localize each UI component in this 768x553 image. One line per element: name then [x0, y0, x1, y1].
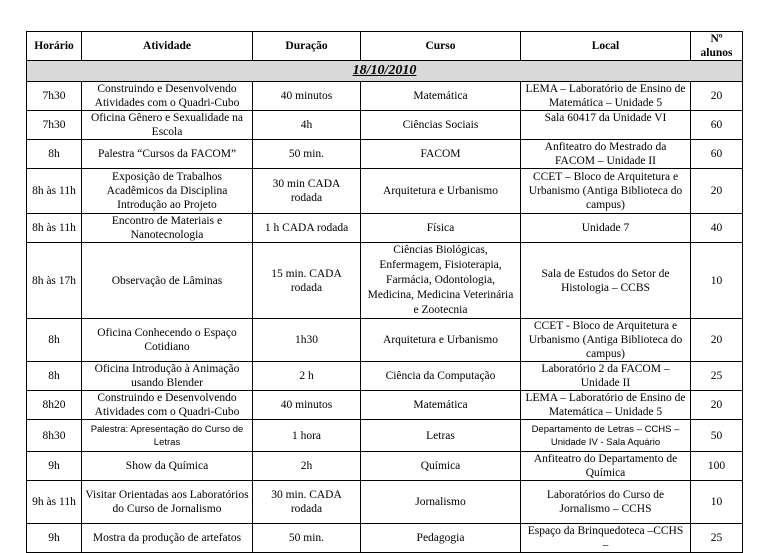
cell-horario: 8h30	[27, 420, 82, 452]
cell-atividade: Oficina Gênero e Sexualidade na Escola	[82, 111, 253, 140]
cell-atividade: Palestra “Cursos da FACOM”	[82, 140, 253, 169]
cell-local: Espaço da Brinquedoteca –CCHS –	[521, 524, 691, 553]
cell-duracao: 1 h CADA rodada	[253, 214, 361, 243]
cell-alunos: 25	[691, 362, 743, 391]
table-row	[27, 420, 743, 452]
cell-curso: Química	[361, 452, 521, 481]
cell-horario: 8h	[27, 362, 82, 391]
cell-alunos: 10	[691, 481, 743, 524]
cell-alunos: 40	[691, 214, 743, 243]
cell-horario: 8h às 11h	[27, 169, 82, 214]
cell-horario: 8h às 11h	[27, 214, 82, 243]
cell-alunos: 50	[691, 420, 743, 452]
header-alunos: Nº alunos	[691, 32, 743, 61]
cell-horario: 8h às 17h	[27, 243, 82, 319]
cell-atividade: Encontro de Materiais e Nanotecnologia	[82, 214, 253, 243]
date-cell: 18/10/2010	[27, 61, 743, 82]
table-row	[27, 319, 743, 362]
cell-local: LEMA – Laboratório de Ensino de Matemática – Unidade 5	[521, 391, 691, 420]
header-duracao: Duração	[253, 32, 361, 61]
cell-duracao: 15 min. CADA rodada	[253, 243, 361, 319]
cell-duracao: 4h	[253, 111, 361, 140]
cell-atividade: Construindo e Desenvolvendo Atividades com o Quadri-Cubo	[82, 391, 253, 420]
table-row	[27, 214, 743, 243]
cell-horario: 7h30	[27, 111, 82, 140]
cell-horario: 9h	[27, 524, 82, 553]
cell-local: LEMA – Laboratório de Ensino de Matemática – Unidade 5	[521, 82, 691, 111]
cell-curso: FACOM	[361, 140, 521, 169]
cell-duracao: 50 min.	[253, 140, 361, 169]
table-row	[27, 481, 743, 524]
header-atividade: Atividade	[82, 32, 253, 61]
date-row	[27, 61, 743, 82]
cell-curso: Matemática	[361, 82, 521, 111]
header-curso: Curso	[361, 32, 521, 61]
cell-local: CCET – Bloco de Arquitetura e Urbanismo (Antiga Biblioteca do campus)	[521, 169, 691, 214]
cell-duracao: 1h30	[253, 319, 361, 362]
table-row	[27, 362, 743, 391]
cell-curso: Física	[361, 214, 521, 243]
cell-local: Departamento de Letras – CCHS – Unidade IV - Sala Aquário	[521, 420, 691, 452]
cell-alunos: 20	[691, 391, 743, 420]
cell-curso: Arquitetura e Urbanismo	[361, 319, 521, 362]
cell-duracao: 1 hora	[253, 420, 361, 452]
cell-atividade: Construindo e Desenvolvendo Atividades com o Quadri-Cubo	[82, 82, 253, 111]
header-row	[27, 32, 743, 61]
cell-local: Laboratório 2 da FACOM – Unidade II	[521, 362, 691, 391]
table-row	[27, 524, 743, 553]
cell-duracao: 50 min.	[253, 524, 361, 553]
header-local: Local	[521, 32, 691, 61]
cell-horario: 8h	[27, 140, 82, 169]
schedule-table	[26, 31, 743, 553]
cell-alunos: 25	[691, 524, 743, 553]
cell-horario: 9h às 11h	[27, 481, 82, 524]
cell-alunos: 20	[691, 82, 743, 111]
cell-alunos: 60	[691, 140, 743, 169]
cell-duracao: 40 minutos	[253, 391, 361, 420]
cell-local: Anfiteatro do Departamento de Química	[521, 452, 691, 481]
table-row	[27, 169, 743, 214]
table-row	[27, 391, 743, 420]
cell-curso: Ciências Biológicas, Enfermagem, Fisioterapia, Farmácia, Odontologia, Medicina, Medicina Veterinária e Zootecnia	[361, 243, 521, 319]
cell-atividade: Palestra: Apresentação do Curso de Letras	[82, 420, 253, 452]
cell-local: Sala 60417 da Unidade VI	[521, 111, 691, 140]
cell-local: Sala de Estudos do Setor de Histologia – CCBS	[521, 243, 691, 319]
cell-horario: 7h30	[27, 82, 82, 111]
cell-local: Anfiteatro do Mestrado da FACOM – Unidade II	[521, 140, 691, 169]
cell-horario: 8h20	[27, 391, 82, 420]
cell-horario: 8h	[27, 319, 82, 362]
cell-alunos: 100	[691, 452, 743, 481]
cell-curso: Letras	[361, 420, 521, 452]
cell-curso: Jornalismo	[361, 481, 521, 524]
cell-horario: 9h	[27, 452, 82, 481]
cell-atividade: Observação de Lâminas	[82, 243, 253, 319]
header-horario: Horário	[27, 32, 82, 61]
cell-duracao: 30 min. CADA rodada	[253, 481, 361, 524]
cell-atividade: Show da Química	[82, 452, 253, 481]
cell-duracao: 2h	[253, 452, 361, 481]
cell-duracao: 30 min CADA rodada	[253, 169, 361, 214]
cell-duracao: 40 minutos	[253, 82, 361, 111]
cell-curso: Ciências Sociais	[361, 111, 521, 140]
cell-local: Laboratórios do Curso de Jornalismo – CCHS	[521, 481, 691, 524]
cell-curso: Matemática	[361, 391, 521, 420]
cell-curso: Arquitetura e Urbanismo	[361, 169, 521, 214]
cell-alunos: 20	[691, 169, 743, 214]
cell-alunos: 10	[691, 243, 743, 319]
cell-local: CCET - Bloco de Arquitetura e Urbanismo (Antiga Biblioteca do campus)	[521, 319, 691, 362]
table-row	[27, 452, 743, 481]
table-row	[27, 140, 743, 169]
cell-duracao: 2 h	[253, 362, 361, 391]
cell-atividade: Visitar Orientadas aos Laboratórios do Curso de Jornalismo	[82, 481, 253, 524]
table-row	[27, 243, 743, 319]
cell-alunos: 60	[691, 111, 743, 140]
cell-atividade: Oficina Introdução à Animação usando Blender	[82, 362, 253, 391]
cell-atividade: Exposição de Trabalhos Acadêmicos da Disciplina Introdução ao Projeto	[82, 169, 253, 214]
table-row	[27, 82, 743, 111]
cell-atividade: Mostra da produção de artefatos	[82, 524, 253, 553]
cell-curso: Pedagogia	[361, 524, 521, 553]
cell-atividade: Oficina Conhecendo o Espaço Cotidiano	[82, 319, 253, 362]
cell-local: Unidade 7	[521, 214, 691, 243]
cell-curso: Ciência da Computação	[361, 362, 521, 391]
cell-alunos: 20	[691, 319, 743, 362]
table-row	[27, 111, 743, 140]
